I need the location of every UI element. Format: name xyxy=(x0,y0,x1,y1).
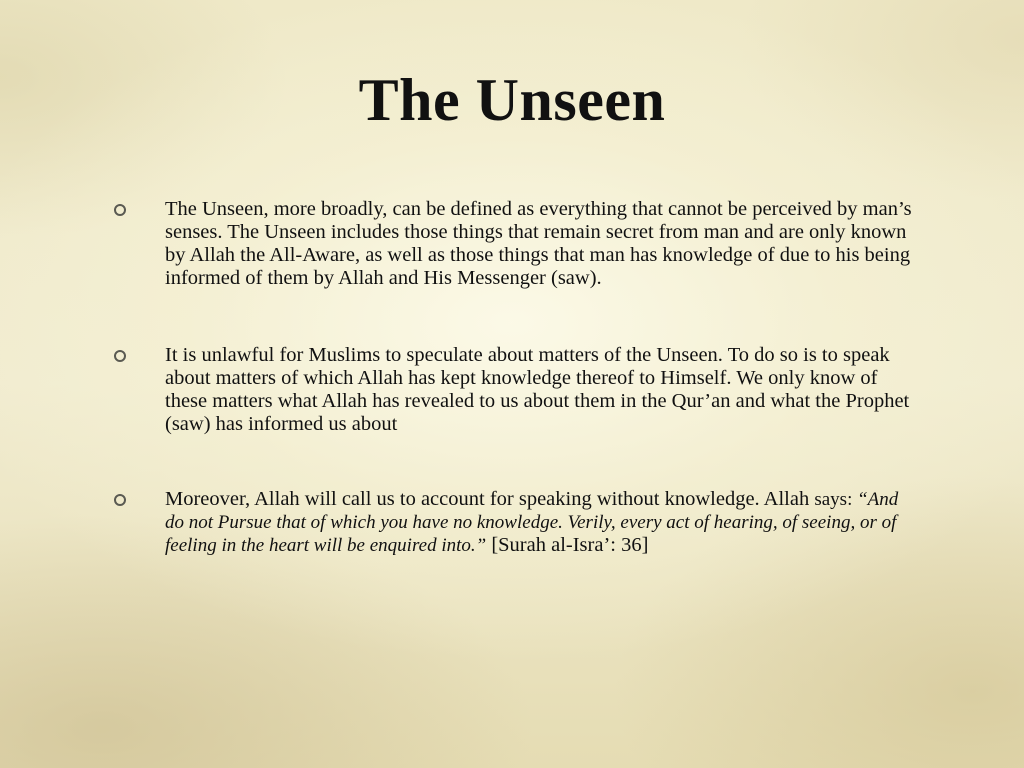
circle-bullet-icon xyxy=(114,204,126,216)
slide-title: The Unseen xyxy=(358,67,666,133)
bullet-text: It is unlawful for Muslims to speculate about matters of the Unseen. To do so is to speak about matters of which Allah has kept knowledge thereof to Himself. We only know of these matters what Allah has revealed to us about them in the Qur’an and what the Prophet (saw) has informed us about xyxy=(165,344,910,435)
citation: [Surah al-Isra’: 36] xyxy=(486,534,649,556)
circle-bullet-icon xyxy=(114,350,126,362)
says-label: says: xyxy=(814,489,858,510)
bullet-item xyxy=(114,344,914,436)
bullet-text: The Unseen, more broadly, can be defined as everything that cannot be perceived by man’s senses. The Unseen includes those things that remain secret from man and are only known by Allah the All-Aware, as well as those things that man has knowledge of due to his being informed of them by Allah and His Messenger (saw). xyxy=(165,198,912,289)
bullet-list xyxy=(114,198,914,557)
bullet-item xyxy=(114,198,914,290)
quran-quote: “And do not Pursue that of which you have no knowledge. Verily, every act of hearing, of seeing, or of feeling in the heart will be enquired into.” xyxy=(165,489,899,556)
bullet-text: Moreover, Allah will call us to account for speaking without knowledge. Allah xyxy=(165,488,815,510)
bullet-item xyxy=(114,488,914,557)
circle-bullet-icon xyxy=(114,494,126,506)
